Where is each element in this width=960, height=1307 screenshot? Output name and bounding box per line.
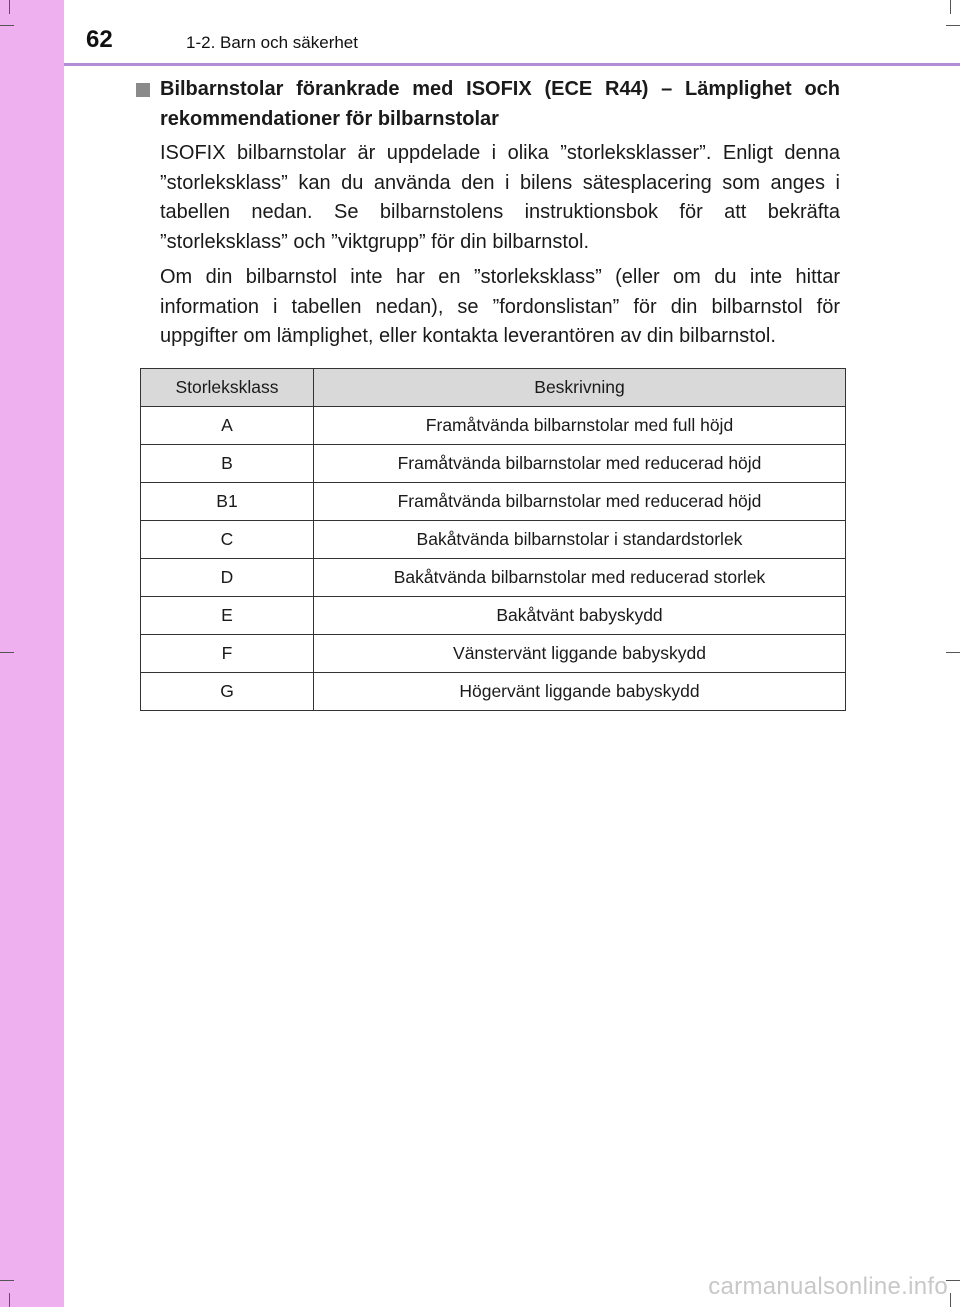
- section-heading: [160, 74, 840, 134]
- size-class-cell: F: [141, 635, 314, 673]
- crop-mark: [0, 652, 14, 653]
- table-header-row: [141, 369, 846, 407]
- description-cell: Bakåtvända bilbarnstolar med reducerad storlek: [314, 559, 846, 597]
- size-class-table: [140, 368, 846, 711]
- size-class-cell: E: [141, 597, 314, 635]
- description-cell: Framåtvända bilbarnstolar med full höjd: [314, 407, 846, 445]
- table-row: [141, 521, 846, 559]
- crop-mark: [950, 0, 951, 14]
- size-class-cell: B1: [141, 483, 314, 521]
- table-row: [141, 483, 846, 521]
- description-cell: Framåtvända bilbarnstolar med reducerad höjd: [314, 445, 846, 483]
- description-cell: Vänstervänt liggande babyskydd: [314, 635, 846, 673]
- section-heading-text: Bilbarnstolar förankrade med ISOFIX (ECE R44) – Lämplighet och rekommendationer för bilbarnstolar: [160, 78, 840, 130]
- header-rule: [64, 63, 960, 66]
- crop-mark: [946, 25, 960, 26]
- size-class-cell: B: [141, 445, 314, 483]
- side-tab-bar: [0, 0, 64, 1307]
- size-class-cell: G: [141, 673, 314, 711]
- description-cell: Bakåtvänt babyskydd: [314, 597, 846, 635]
- crop-mark: [950, 1293, 951, 1307]
- description-cell: Framåtvända bilbarnstolar med reducerad höjd: [314, 483, 846, 521]
- description-cell: Bakåtvända bilbarnstolar i standardstorlek: [314, 521, 846, 559]
- body-paragraph: Om din bilbarnstol inte har en ”storleksklass” (eller om du inte hittar information i tabellen nedan), se ”fordonslistan” för din bilbarnstol för uppgifter om lämplighet, eller kontakta leverantören av din bilbarnstol.: [160, 266, 840, 347]
- page-number: 62: [86, 26, 113, 53]
- crop-mark: [0, 25, 14, 26]
- section-content: [160, 74, 840, 352]
- table-row: [141, 445, 846, 483]
- table-row: [141, 673, 846, 711]
- crop-mark: [9, 1293, 10, 1307]
- table-row: [141, 407, 846, 445]
- table-row: [141, 597, 846, 635]
- crop-mark: [946, 652, 960, 653]
- column-header-size-class: Storleksklass: [141, 369, 314, 407]
- size-class-cell: A: [141, 407, 314, 445]
- watermark: carmanualsonline.info: [708, 1273, 948, 1300]
- size-class-cell: C: [141, 521, 314, 559]
- section-title: 1-2. Barn och säkerhet: [186, 33, 358, 52]
- column-header-description: Beskrivning: [314, 369, 846, 407]
- table-row: [141, 559, 846, 597]
- crop-mark: [9, 0, 10, 14]
- table-row: [141, 635, 846, 673]
- crop-mark: [0, 1280, 14, 1281]
- size-class-cell: D: [141, 559, 314, 597]
- description-cell: Högervänt liggande babyskydd: [314, 673, 846, 711]
- body-paragraph: ISOFIX bilbarnstolar är uppdelade i olika ”storleksklasser”. Enligt denna ”storleksklass” kan du använda den i bilens sätesplacering som anges i tabellen nedan. Se bilbarnstolens instruktionsbok för att bekräfta ”storleksklass” och ”viktgrupp” för din bilbarnstol.: [160, 142, 840, 253]
- crop-mark: [946, 1280, 960, 1281]
- square-bullet-icon: [136, 83, 150, 97]
